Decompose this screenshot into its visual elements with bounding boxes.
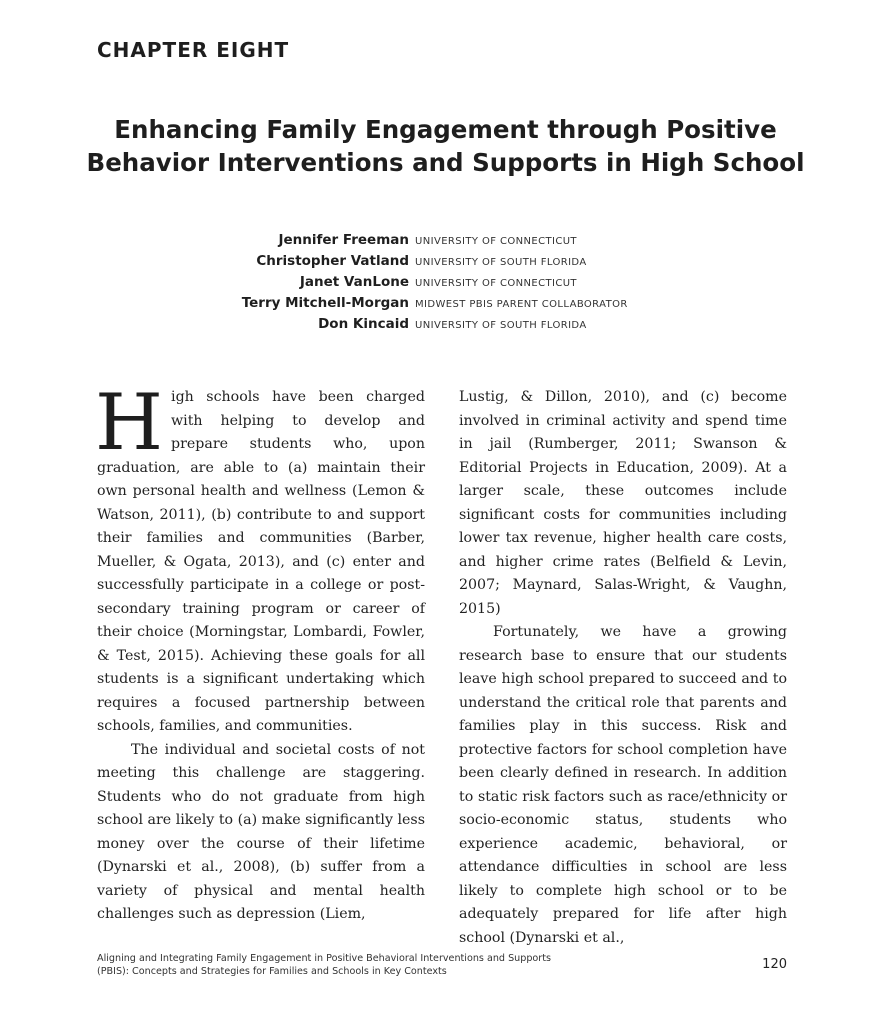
body-paragraph-1 (95, 378, 425, 739)
author-row (0, 272, 891, 293)
author-name: Christopher Vatland (256, 253, 409, 269)
author-affiliation: MIDWEST PBIS PARENT COLLABORATOR (415, 299, 628, 310)
body-paragraph-3: Fortunately, we have a growing research base to ensure that our students leave high school prepared to succeed and to understand the critical role that parents and families play in this success. Risk and protective factors for school completion have been clearly defined in research. In addition to static risk factors such as race/ethnicity or socio-economic status, students who experience academic, behavioral, or attendance difficulties in school are less likely to complete high school or to be adequately prepared for life after high school (Dynarski et al., (459, 624, 787, 946)
author-name: Don Kincaid (318, 316, 409, 332)
paragraph-text: igh schools have been charged with helping to develop and prepare students who, upon graduation, are able to (a) maintain their own personal health and wellness (Lemon & Watson, 2011), (b) contribute to and support their families and communities (Barber, Mueller, & Ogata, 2013), and (c) enter and successfully participate in a college or post-secondary training program or career of their choice (Morningstar, Lombardi, Fowler, & Test, 2015). Achieving these goals for all students is a significant undertaking which requires a focused partnership between schools, families, and communities. (97, 389, 425, 734)
author-row (0, 293, 891, 314)
footer-book-title: Aligning and Integrating Family Engagement in Positive Behavioral Interventions and Supports (PBIS): Concepts and Strategies for Families and Schools in Key Contexts (97, 953, 551, 977)
author-row (0, 314, 891, 335)
author-name: Janet VanLone (299, 274, 409, 290)
author-name: Jennifer Freeman (278, 232, 409, 248)
page-number: 120 (762, 957, 787, 972)
body-column-right (459, 386, 787, 950)
author-row (0, 230, 891, 251)
body-paragraph-2: The individual and societal costs of not meeting this challenge are staggering. Students who do not graduate from high school are likely to (a) make significantly less money over the course of their lifetime (Dynarski et al., 2008), (b) suffer from a variety of physical and mental health challenges such as depression (Liem, (97, 741, 425, 922)
author-affiliation: UNIVERSITY OF CONNECTICUT (415, 236, 577, 247)
author-affiliation: UNIVERSITY OF SOUTH FLORIDA (415, 320, 587, 331)
chapter-label: CHAPTER EIGHT (97, 38, 290, 62)
author-row (0, 251, 891, 272)
body-paragraph-2-continued: Lustig, & Dillon, 2010), and (c) become involved in criminal activity and spend time in jail (Rumberger, 2011; Swanson & Editorial Projects in Education, 2009). At a larger scale, these outcomes include significant costs for communities including lower tax revenue, higher health care costs, and higher crime rates (Belfield & Levin, 2007; Maynard, Salas-Wright, & Vaughn, 2015) (459, 389, 787, 617)
chapter-title: Enhancing Family Engagement through Positive Behavior Interventions and Supports in High School (86, 115, 805, 177)
author-affiliation: UNIVERSITY OF CONNECTICUT (415, 278, 577, 289)
author-name: Terry Mitchell-Morgan (241, 295, 409, 311)
drop-cap: H (95, 378, 164, 468)
author-list (0, 230, 891, 335)
body-column-left (95, 378, 425, 927)
author-affiliation: UNIVERSITY OF SOUTH FLORIDA (415, 257, 587, 268)
